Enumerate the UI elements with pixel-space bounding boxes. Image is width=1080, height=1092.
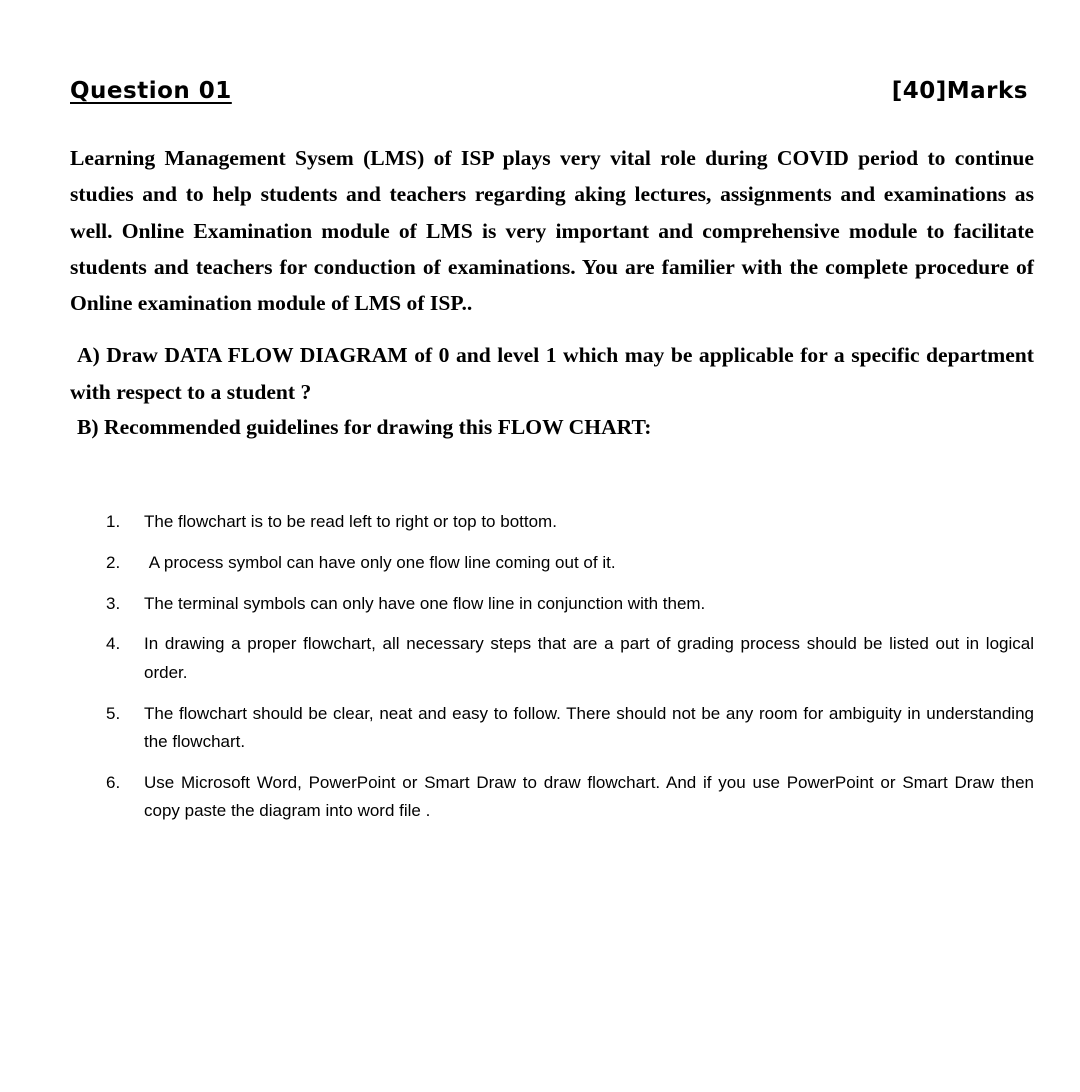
question-header <box>70 78 1034 104</box>
document-page <box>70 78 1034 838</box>
guideline-text: The flowchart should be clear, neat and easy to follow. There should not be any room for ambiguity in understanding the flowchart. <box>144 703 1034 752</box>
guidelines-list <box>70 508 1034 826</box>
part-a-instruction: A) Draw DATA FLOW DIAGRAM of 0 and level 1 which may be applicable for a specific department with respect to a student ? <box>70 343 1034 404</box>
guideline-text: In drawing a proper flowchart, all necessary steps that are a part of grading process should be listed out in logical order. <box>144 634 1034 682</box>
guideline-number: 1. <box>106 511 121 531</box>
guideline-text: A process symbol can have only one flow line coming out of it. <box>144 552 616 572</box>
intro-paragraph: Learning Management Sysem (LMS) of ISP plays very vital role during COVID period to continue studies and to help students and teachers regarding aking lectures, assignments and examinations as well. Online Examination module of LMS is very important and comprehensive module to facilitate students and teachers for conduction of examinations. You are familier with the complete procedure of Online examination module of LMS of ISP.. <box>70 146 1034 316</box>
guideline-number: 4. <box>106 634 121 654</box>
guideline-item <box>70 700 1034 757</box>
guideline-number: 2. <box>106 552 121 572</box>
guideline-item <box>70 590 1034 619</box>
guideline-text: Use Microsoft Word, PowerPoint or Smart Draw to draw flowchart. And if you use PowerPoint or Smart Draw then copy paste the diagram into word file . <box>144 772 1034 821</box>
guideline-item <box>70 630 1034 687</box>
guideline-item <box>70 508 1034 537</box>
guideline-number: 5. <box>106 703 121 723</box>
part-b-instruction: B) Recommended guidelines for drawing this FLOW CHART: <box>77 415 652 440</box>
question-marks: [40]Marks <box>891 78 1028 104</box>
guideline-item <box>70 769 1034 826</box>
guideline-number: 3. <box>106 593 121 613</box>
guideline-text: The flowchart is to be read left to right or top to bottom. <box>144 511 557 531</box>
question-title: Question 01 <box>70 78 232 104</box>
guideline-text: The terminal symbols can only have one flow line in conjunction with them. <box>144 593 706 613</box>
guideline-number: 6. <box>106 772 121 792</box>
guideline-item <box>70 549 1034 578</box>
